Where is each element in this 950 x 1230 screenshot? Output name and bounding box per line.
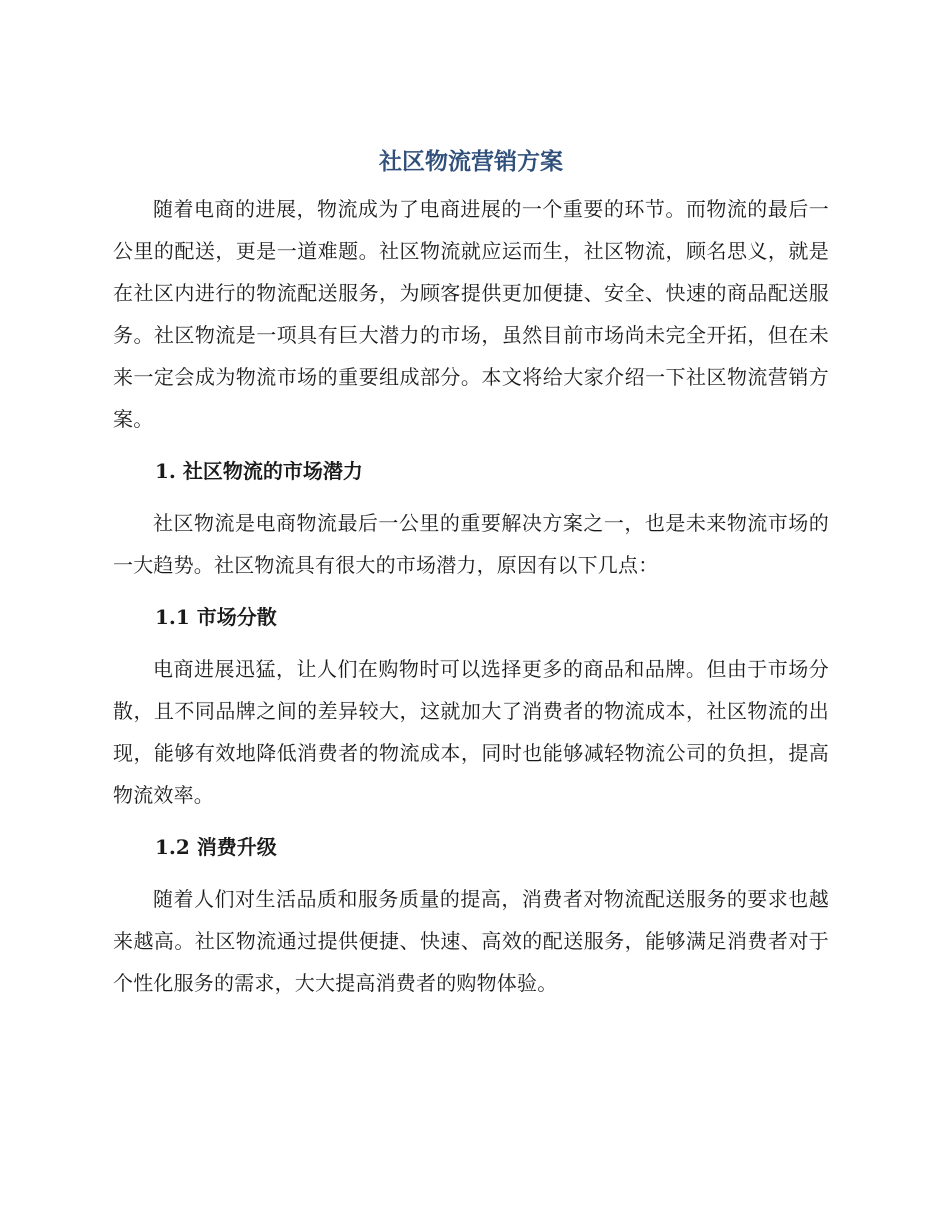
section-heading-consumption-upgrade: 1.2 消费升级 bbox=[155, 835, 277, 859]
spacer bbox=[113, 868, 829, 878]
section-body-market-fragmentation: 电商进展迅猛，让人们在购物时可以选择更多的商品和品牌。但由于市场分散，且不同品牌之间的差异较大，这就加大了消费者的物流成本，社区物流的出现，能够有效地降低消费者的物流成本，同时也能够减轻物流公司的负担，提高物流效率。 bbox=[113, 657, 829, 807]
spacer bbox=[113, 492, 829, 502]
section-body-market-potential: 社区物流是电商物流最后一公里的重要解决方案之一，也是未来物流市场的一大趋势。社区物流具有很大的市场潜力，原因有以下几点： bbox=[113, 511, 829, 577]
spacer bbox=[113, 638, 829, 648]
intro-paragraph: 随着电商的进展，物流成为了电商进展的一个重要的环节。而物流的最后一公里的配送，更是一道难题。社区物流就应运而生，社区物流，顾名思义，就是在社区内进行的物流配送服务，为顾客提供更加便捷、安全、快速的商品配送服务。社区物流是一项具有巨大潜力的市场，虽然目前市场尚未完全开拓，但在未来一定会成为物流市场的重要组成部分。本文将给大家介绍一下社区物流营销方案。 bbox=[113, 197, 829, 431]
document-title: 社区物流营销方案 bbox=[379, 149, 563, 175]
section-heading-market-fragmentation: 1.1 市场分散 bbox=[155, 605, 277, 629]
section-body-consumption-upgrade: 随着人们对生活品质和服务质量的提高，消费者对物流配送服务的要求也越来越高。社区物流通过提供便捷、快速、高效的配送服务，能够满足消费者对于个性化服务的需求，大大提高消费者的购物体验。 bbox=[113, 887, 829, 995]
spacer bbox=[113, 440, 829, 450]
document-page bbox=[113, 140, 829, 1004]
spacer bbox=[113, 586, 829, 596]
section-heading-market-potential: 1. 社区物流的市场潜力 bbox=[155, 459, 363, 483]
spacer bbox=[113, 816, 829, 826]
